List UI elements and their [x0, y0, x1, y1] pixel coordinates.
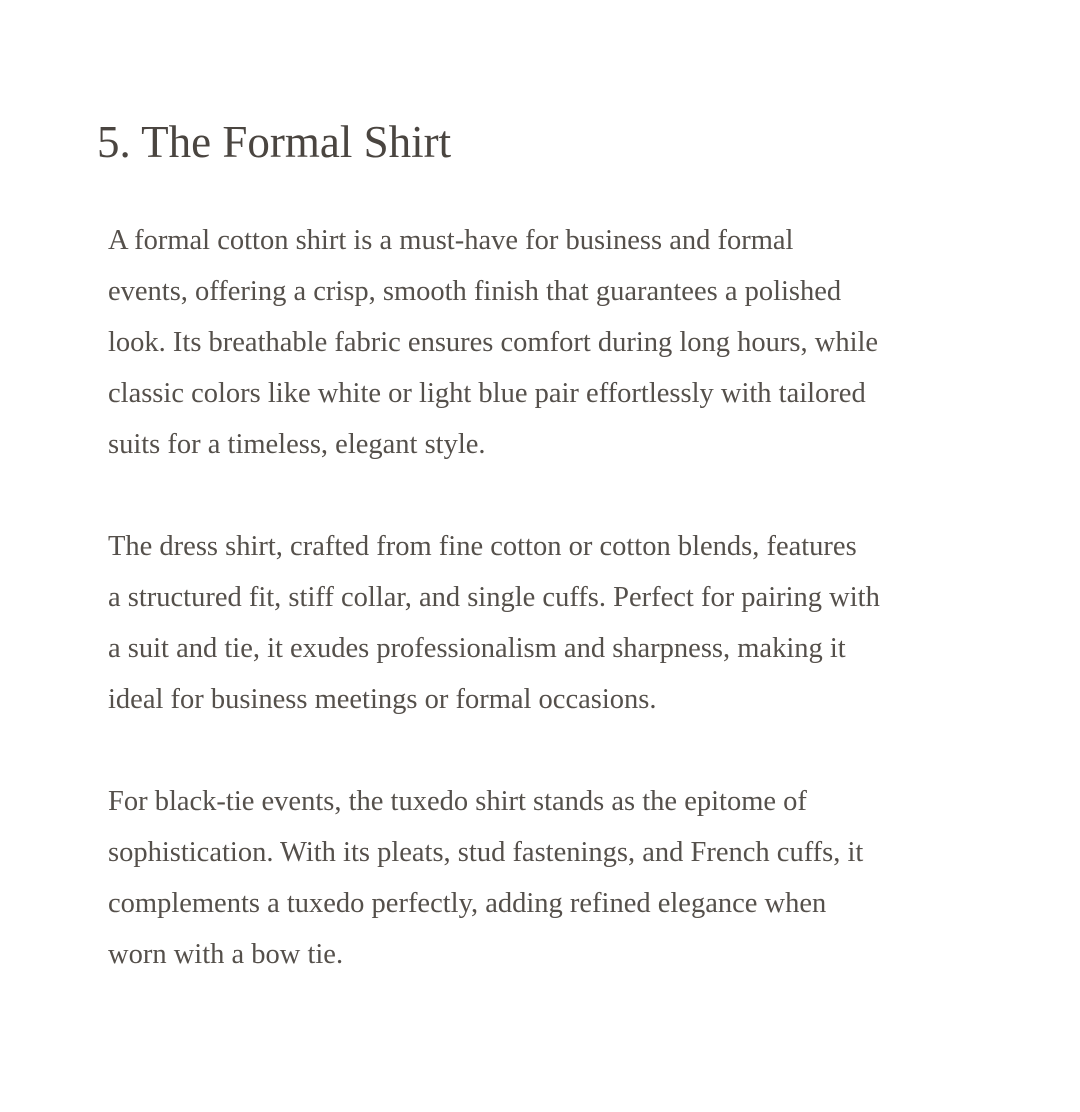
- paragraph-line: a structured fit, stiff collar, and single cuffs. Perfect for pairing with: [108, 582, 880, 613]
- paragraph-line: The dress shirt, crafted from fine cotton or cotton blends, features: [108, 531, 857, 562]
- paragraph-line: events, offering a crisp, smooth finish that guarantees a polished: [108, 276, 842, 307]
- paragraph-line: worn with a bow tie.: [108, 939, 344, 970]
- paragraph-line: For black-tie events, the tuxedo shirt stands as the epitome of: [108, 786, 807, 817]
- paragraph-line: suits for a timeless, elegant style.: [108, 429, 486, 460]
- paragraph-line: classic colors like white or light blue pair effortlessly with tailored: [108, 378, 866, 409]
- paragraph-line: look. Its breathable fabric ensures comfort during long hours, while: [108, 327, 879, 358]
- paragraph-line: A formal cotton shirt is a must-have for business and formal: [108, 225, 794, 256]
- paragraph-tuxedo-shirt: [108, 776, 988, 980]
- paragraph-line: ideal for business meetings or formal occasions.: [108, 684, 657, 715]
- paragraph-line: sophistication. With its pleats, stud fastenings, and French cuffs, it: [108, 837, 864, 868]
- paragraph-line: complements a tuxedo perfectly, adding refined elegance when: [108, 888, 827, 919]
- paragraph-formal-cotton-shirt: [108, 215, 988, 470]
- paragraph-line: a suit and tie, it exudes professionalism and sharpness, making it: [108, 633, 846, 664]
- paragraph-dress-shirt: [108, 521, 988, 725]
- section-title: 5. The Formal Shirt: [97, 117, 452, 167]
